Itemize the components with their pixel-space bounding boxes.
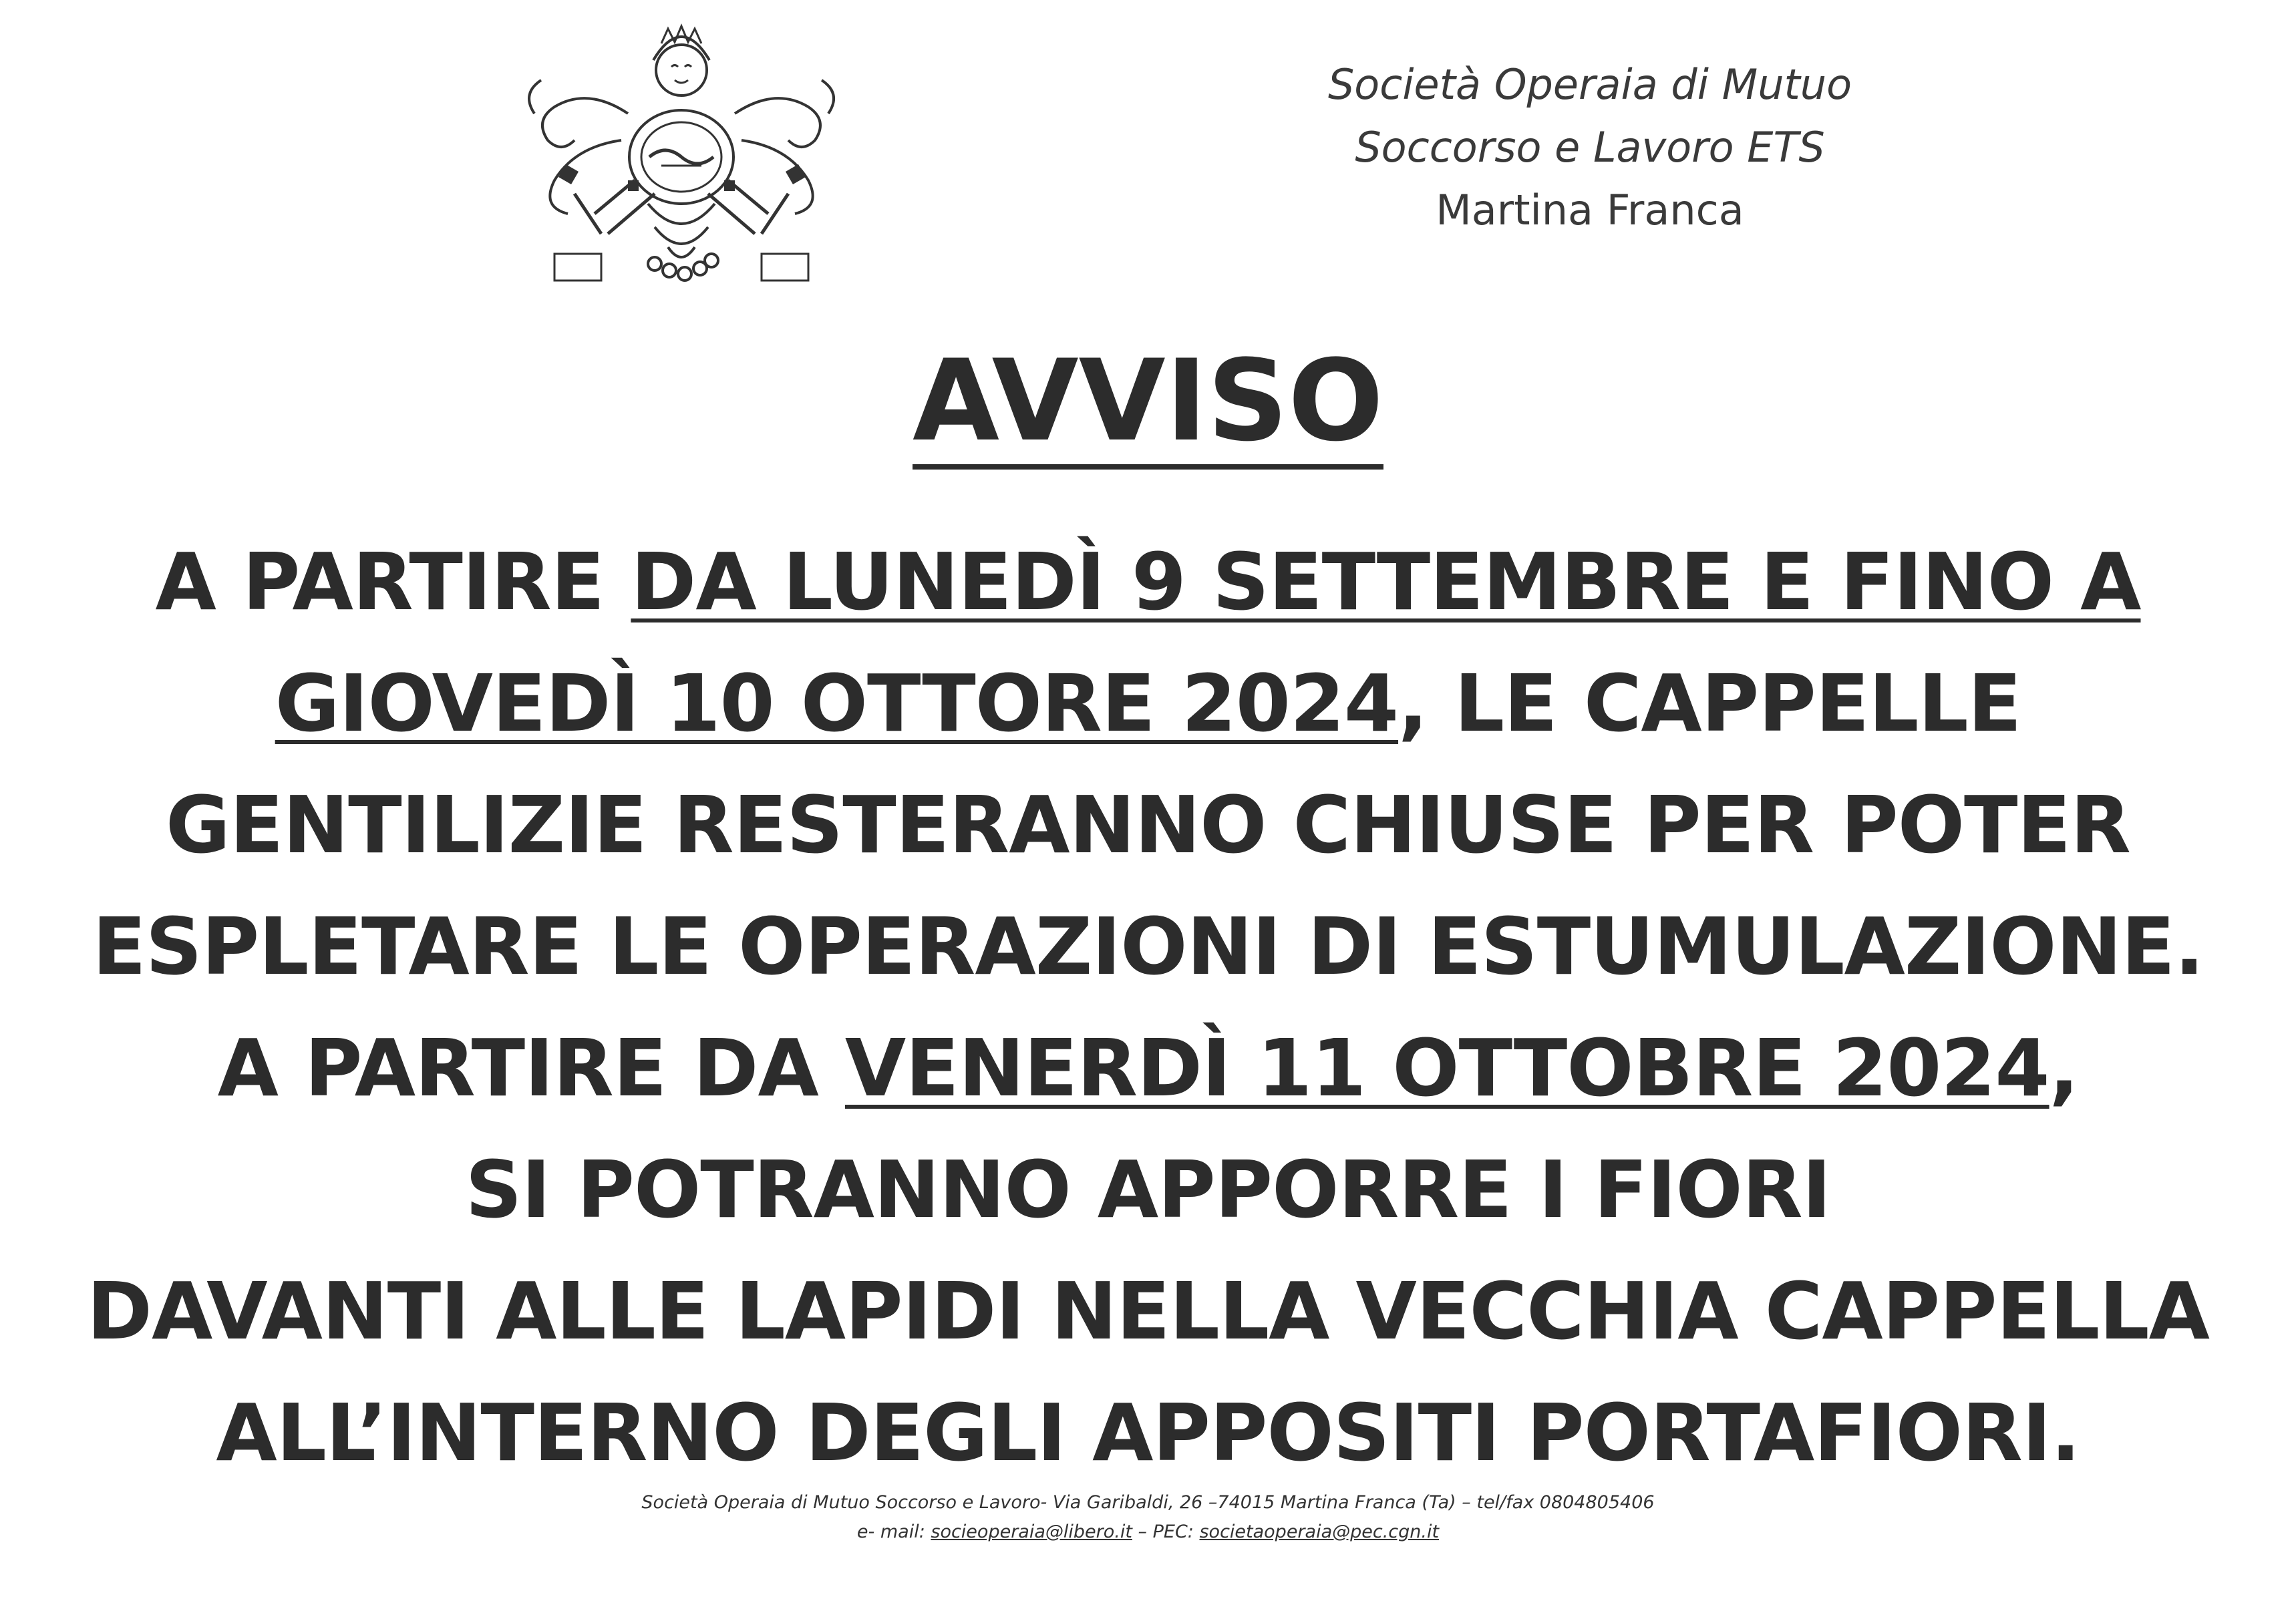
- notice-body: [0, 521, 2296, 1493]
- body-line-5-prefix: A PARTIRE DA: [217, 1022, 845, 1114]
- body-line-5-underlined: VENERDÌ 11 OTTOBRE 2024: [844, 1022, 2049, 1114]
- footer-pec-label: – PEC:: [1132, 1522, 1200, 1542]
- header-line-3: Martina Franca: [1436, 186, 1744, 234]
- body-line-2-underlined: GIOVEDÌ 10 OTTORE 2024: [275, 657, 1399, 749]
- footer-address: Società Operaia di Mutuo Soccorso e Lavoro- Via Garibaldi, 26 –74015 Martina Franca (Ta) – tel/fax 0804805406: [641, 1492, 1655, 1513]
- footer-email-link[interactable]: socieoperaia@libero.it: [931, 1522, 1132, 1542]
- body-line-1-underlined: DA LUNEDÌ 9 SETTEMBRE E FINO A: [631, 536, 2141, 628]
- body-line-1: [0, 521, 2296, 643]
- body-line-1-prefix: A PARTIRE: [155, 536, 631, 628]
- footer-contacts: [0, 1488, 2296, 1547]
- notice-title-text: AVVISO: [913, 337, 1383, 470]
- body-line-7: DAVANTI ALLE LAPIDI NELLA VECCHIA CAPPELLA: [87, 1265, 2209, 1357]
- notice-title: [0, 334, 2296, 470]
- body-line-2: [0, 643, 2296, 764]
- body-line-8: ALL’INTERNO DEGLI APPOSITI PORTAFIORI.: [216, 1387, 2080, 1479]
- footer-pec-link[interactable]: societaoperaia@pec.cgn.it: [1199, 1522, 1440, 1542]
- body-line-4: ESPLETARE LE OPERAZIONI DI ESTUMULAZIONE.: [92, 900, 2204, 993]
- body-line-6: SI POTRANNO APPORRE I FIORI: [465, 1143, 1831, 1236]
- header-line-1: Società Operaia di Mutuo: [1327, 60, 1852, 109]
- body-line-3: GENTILIZIE RESTERANNO CHIUSE PER POTER: [165, 779, 2131, 871]
- body-line-5: [0, 1007, 2296, 1129]
- society-emblem-logo: [494, 13, 868, 294]
- footer-contact-line: [0, 1517, 2296, 1547]
- society-header: [1256, 53, 1924, 242]
- footer-email-label: e- mail:: [856, 1522, 931, 1542]
- body-line-2-suffix: , LE CAPPELLE: [1398, 657, 2021, 749]
- header-line-2: Soccorso e Lavoro ETS: [1355, 123, 1825, 172]
- body-line-5-suffix: ,: [2049, 1022, 2079, 1114]
